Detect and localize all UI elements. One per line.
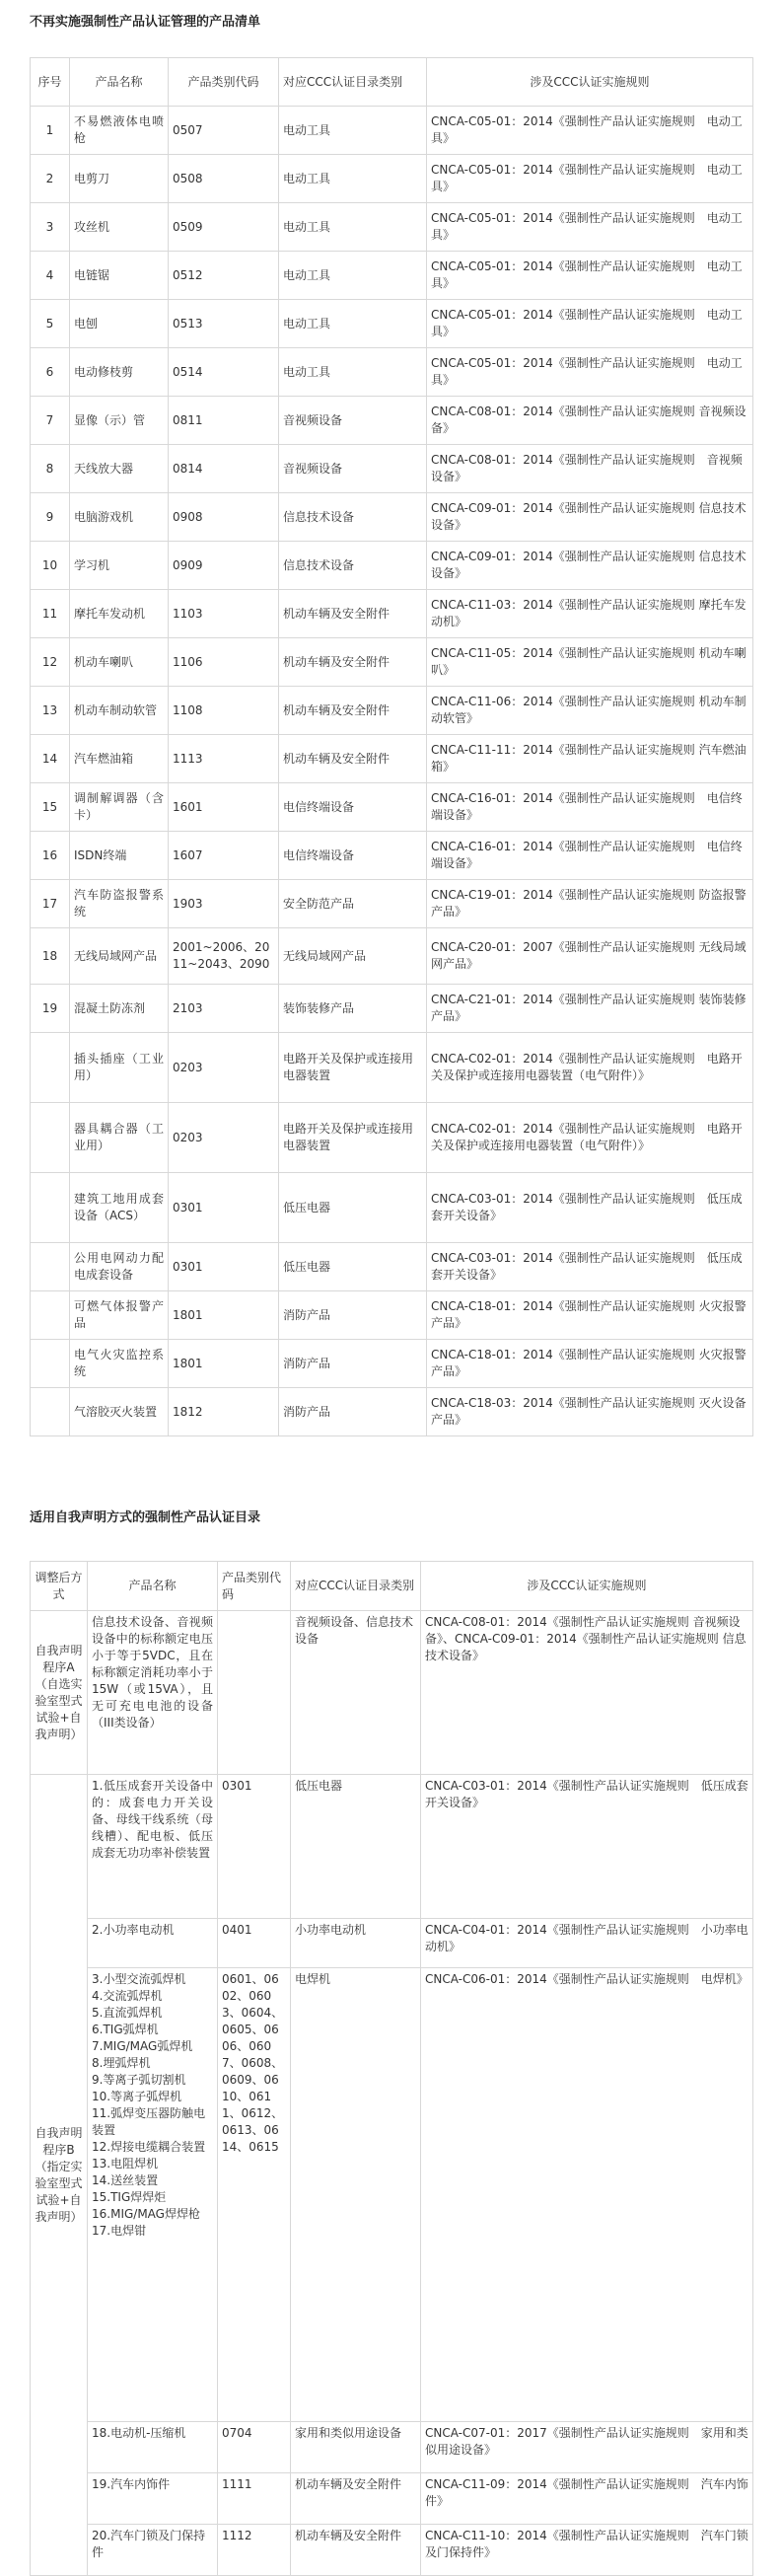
table-row: [31, 687, 753, 735]
welder-list-item: 8.埋弧焊机: [92, 2056, 151, 2070]
row-no-cell: 9: [31, 493, 70, 542]
program-b-cell: 自我声明程序B（指定实验室型式试验+自我声明）: [31, 1775, 88, 2576]
row-no-cell: 11: [31, 590, 70, 638]
product-code-cell: 0301: [169, 1173, 279, 1243]
section1-title: 不再实施强制性产品认证管理的产品清单: [30, 15, 261, 30]
product-code-cell: [218, 1611, 291, 1775]
category-cell: 消防产品: [279, 1291, 427, 1340]
table-row: [31, 1340, 753, 1388]
rule-cell: CNCA-C11-10：2014《强制性产品认证实施规则 汽车门锁及门保持件》: [421, 2525, 753, 2576]
category-cell: 机动车辆及安全附件: [279, 590, 427, 638]
product-code-cell: 1903: [169, 880, 279, 928]
category-cell: 信息技术设备: [279, 542, 427, 590]
product-code-cell: 0507: [169, 107, 279, 155]
product-code-cell: 0704: [218, 2422, 291, 2473]
rule-cell: CNCA-C20-01：2007《强制性产品认证实施规则 无线局域网产品》: [427, 928, 753, 985]
rule-cell: CNCA-C08-01：2014《强制性产品认证实施规则 音视频设备》、CNCA-C09-01：2014《强制性产品认证实施规则 信息技术设备》: [421, 1611, 753, 1775]
header-code: 产品类别代码: [169, 58, 279, 107]
rule-cell: CNCA-C21-01：2014《强制性产品认证实施规则 装饰装修产品》: [427, 985, 753, 1033]
product-name-cell: 汽车燃油箱: [70, 735, 169, 783]
product-name-cell: 攻丝机: [70, 203, 169, 252]
category-cell: 机动车辆及安全附件: [279, 687, 427, 735]
rule-cell: CNCA-C16-01：2014《强制性产品认证实施规则 电信终端设备》: [427, 832, 753, 880]
rule-cell: CNCA-C18-03：2014《强制性产品认证实施规则 灭火设备产品》: [427, 1388, 753, 1436]
product-code-cell: 0203: [169, 1033, 279, 1103]
header-code: 产品类别代码: [218, 1562, 291, 1611]
welder-list-item: 10.等离子弧焊机: [92, 2090, 182, 2103]
category-cell: 电信终端设备: [279, 832, 427, 880]
product-name-cell: 器具耦合器（工业用）: [70, 1103, 169, 1173]
header-mode: 调整后方式: [31, 1562, 88, 1611]
rule-cell: CNCA-C09-01：2014《强制性产品认证实施规则 信息技术设备》: [427, 542, 753, 590]
rule-cell: CNCA-C18-01：2014《强制性产品认证实施规则 火灾报警产品》: [427, 1340, 753, 1388]
product-name-cell: 电动修枝剪: [70, 348, 169, 397]
table-row: [31, 1968, 753, 2422]
rule-cell: CNCA-C09-01：2014《强制性产品认证实施规则 信息技术设备》: [427, 493, 753, 542]
category-cell: 音视频设备: [279, 397, 427, 445]
product-code-cell: 2001~2006、2011~2043、2090: [169, 928, 279, 985]
table-row: [31, 1033, 753, 1103]
category-cell: 电路开关及保护或连接用电器装置: [279, 1033, 427, 1103]
rule-cell: CNCA-C05-01：2014《强制性产品认证实施规则 电动工具》: [427, 155, 753, 203]
row-no-cell: 3: [31, 203, 70, 252]
rule-cell: CNCA-C11-06：2014《强制性产品认证实施规则 机动车制动软管》: [427, 687, 753, 735]
category-cell: 低压电器: [291, 1775, 421, 1919]
product-code-cell: 1607: [169, 832, 279, 880]
category-cell: 信息技术设备: [279, 493, 427, 542]
rule-cell: CNCA-C05-01：2014《强制性产品认证实施规则 电动工具》: [427, 348, 753, 397]
header-category: 对应CCC认证目录类别: [291, 1562, 421, 1611]
category-cell: 装饰装修产品: [279, 985, 427, 1033]
product-name-cell: 公用电网动力配电成套设备: [70, 1243, 169, 1291]
product-code-cell: 0601、0602、0603、0604、0605、0606、0607、0608、0609、0610、0611、0612、0613、0614、0615: [218, 1968, 291, 2422]
welder-list-item: 7.MIG/MAG弧焊机: [92, 2039, 193, 2053]
rule-cell: CNCA-C11-11：2014《强制性产品认证实施规则 汽车燃油箱》: [427, 735, 753, 783]
table-row: [31, 203, 753, 252]
welder-list-item: 5.直流弧焊机: [92, 2006, 163, 2020]
row-no-cell: 4: [31, 252, 70, 300]
product-code-cell: 0514: [169, 348, 279, 397]
header-name: 产品名称: [88, 1562, 218, 1611]
product-code-cell: 0401: [218, 1919, 291, 1968]
category-cell: 电焊机: [291, 1968, 421, 2422]
row-no-cell: 7: [31, 397, 70, 445]
table-row: [31, 1291, 753, 1340]
row-no-cell: 1: [31, 107, 70, 155]
rule-cell: CNCA-C06-01：2014《强制性产品认证实施规则 电焊机》: [421, 1968, 753, 2422]
rule-cell: CNCA-C05-01：2014《强制性产品认证实施规则 电动工具》: [427, 107, 753, 155]
rule-cell: CNCA-C03-01：2014《强制性产品认证实施规则 低压成套开关设备》: [427, 1173, 753, 1243]
product-name-cell: 电脑游戏机: [70, 493, 169, 542]
row-no-cell: [31, 1340, 70, 1388]
product-name-cell: 20.汽车门锁及门保持件: [88, 2525, 218, 2576]
welder-list-item: 14.送丝装置: [92, 2173, 159, 2187]
product-name-cell: 18.电动机-压缩机: [88, 2422, 218, 2473]
rule-cell: CNCA-C04-01：2014《强制性产品认证实施规则 小功率电动机》: [421, 1919, 753, 1968]
category-cell: 机动车辆及安全附件: [279, 638, 427, 687]
product-code-cell: 1113: [169, 735, 279, 783]
welder-list-item: 16.MIG/MAG焊焊枪: [92, 2207, 200, 2221]
header-rule: 涉及CCC认证实施规则: [421, 1562, 753, 1611]
category-cell: 机动车辆及安全附件: [291, 2473, 421, 2525]
table-row: [31, 638, 753, 687]
product-name-cell: 信息技术设备、音视频设备中的标称额定电压小于等于5VDC，且在标称额定消耗功率小于15W（或15VA），且无可充电电池的设备（III类设备）: [88, 1611, 218, 1775]
product-code-cell: 0203: [169, 1103, 279, 1173]
row-no-cell: [31, 1103, 70, 1173]
header-category: 对应CCC认证目录类别: [279, 58, 427, 107]
category-cell: 电动工具: [279, 300, 427, 348]
table-row: [31, 735, 753, 783]
rule-cell: CNCA-C02-01：2014《强制性产品认证实施规则 电路开关及保护或连接用电器装置（电气附件）》: [427, 1103, 753, 1173]
row-no-cell: 5: [31, 300, 70, 348]
product-code-cell: 0513: [169, 300, 279, 348]
table-header-row: [31, 1562, 753, 1611]
product-name-cell: 汽车防盗报警系统: [70, 880, 169, 928]
welder-list-item: 6.TIG弧焊机: [92, 2023, 159, 2036]
header-name: 产品名称: [70, 58, 169, 107]
table-row: [31, 1103, 753, 1173]
product-code-cell: 0301: [169, 1243, 279, 1291]
category-cell: 家用和类似用途设备: [291, 2422, 421, 2473]
row-no-cell: [31, 1291, 70, 1340]
category-cell: 低压电器: [279, 1173, 427, 1243]
self-declaration-table-body: [31, 1562, 753, 2576]
table-row: [31, 493, 753, 542]
table-row: [31, 107, 753, 155]
product-name-cell: 学习机: [70, 542, 169, 590]
welder-list-item: 4.交流弧焊机: [92, 1989, 163, 2003]
self-declaration-table: [30, 1561, 753, 2576]
product-code-cell: 0908: [169, 493, 279, 542]
table-row: [31, 348, 753, 397]
category-cell: 消防产品: [279, 1340, 427, 1388]
product-name-cell: 插头插座（工业用）: [70, 1033, 169, 1103]
product-name-cell: 天线放大器: [70, 445, 169, 493]
category-cell: 电信终端设备: [279, 783, 427, 832]
table-row: [31, 832, 753, 880]
non-ccc-product-table: [30, 57, 753, 1436]
product-code-cell: 0301: [218, 1775, 291, 1919]
product-name-cell: 可燃气体报警产品: [70, 1291, 169, 1340]
rule-cell: CNCA-C02-01：2014《强制性产品认证实施规则 电路开关及保护或连接用电器装置（电气附件）》: [427, 1033, 753, 1103]
product-code-cell: 0814: [169, 445, 279, 493]
product-code-cell: 1103: [169, 590, 279, 638]
rule-cell: CNCA-C11-03：2014《强制性产品认证实施规则 摩托车发动机》: [427, 590, 753, 638]
rule-cell: CNCA-C18-01：2014《强制性产品认证实施规则 火灾报警产品》: [427, 1291, 753, 1340]
table-row: [31, 2525, 753, 2576]
table-row: [31, 2422, 753, 2473]
rule-cell: CNCA-C11-09：2014《强制性产品认证实施规则 汽车内饰件》: [421, 2473, 753, 2525]
product-name-cell: 电链锯: [70, 252, 169, 300]
table-row: [31, 783, 753, 832]
product-code-cell: 1111: [218, 2473, 291, 2525]
row-no-cell: 17: [31, 880, 70, 928]
product-code-cell: 1812: [169, 1388, 279, 1436]
table-row: [31, 1388, 753, 1436]
row-no-cell: [31, 1173, 70, 1243]
rule-cell: CNCA-C07-01：2017《强制性产品认证实施规则 家用和类似用途设备》: [421, 2422, 753, 2473]
category-cell: 机动车辆及安全附件: [279, 735, 427, 783]
table-row: [31, 928, 753, 985]
product-code-cell: 0811: [169, 397, 279, 445]
product-name-cell: 19.汽车内饰件: [88, 2473, 218, 2525]
welder-list-item: 9.等离子弧切割机: [92, 2073, 186, 2087]
rule-cell: CNCA-C08-01：2014《强制性产品认证实施规则 音视频设备》: [427, 445, 753, 493]
table-row: [31, 542, 753, 590]
category-cell: 音视频设备、信息技术设备: [291, 1611, 421, 1775]
table-row: [31, 1775, 753, 1919]
rule-cell: CNCA-C03-01：2014《强制性产品认证实施规则 低压成套开关设备》: [427, 1243, 753, 1291]
welder-list-item: 11.弧焊变压器防触电装置: [92, 2106, 206, 2137]
product-name-cell: 无线局域网产品: [70, 928, 169, 985]
rule-cell: CNCA-C03-01：2014《强制性产品认证实施规则 低压成套开关设备》: [421, 1775, 753, 1919]
product-name-cell: 摩托车发动机: [70, 590, 169, 638]
table-row: [31, 1243, 753, 1291]
header-rule: 涉及CCC认证实施规则: [427, 58, 753, 107]
table-row: [31, 300, 753, 348]
row-no-cell: 12: [31, 638, 70, 687]
product-name-cell: 混凝土防冻剂: [70, 985, 169, 1033]
table-row: [31, 590, 753, 638]
row-no-cell: [31, 1243, 70, 1291]
product-name-cell: 不易燃液体电喷枪: [70, 107, 169, 155]
category-cell: 电路开关及保护或连接用电器装置: [279, 1103, 427, 1173]
category-cell: 无线局域网产品: [279, 928, 427, 985]
row-no-cell: 6: [31, 348, 70, 397]
product-code-cell: 0508: [169, 155, 279, 203]
row-no-cell: 14: [31, 735, 70, 783]
product-code-cell: 0512: [169, 252, 279, 300]
product-name-cell: 机动车喇叭: [70, 638, 169, 687]
category-cell: 安全防范产品: [279, 880, 427, 928]
category-cell: 消防产品: [279, 1388, 427, 1436]
product-name-cell: 电气火灾监控系统: [70, 1340, 169, 1388]
category-cell: 小功率电动机: [291, 1919, 421, 1968]
welder-list-item: 3.小型交流弧焊机: [92, 1972, 186, 1986]
category-cell: 电动工具: [279, 107, 427, 155]
product-name-cell: 气溶胶灭火装置: [70, 1388, 169, 1436]
welder-list-item: 12.焊接电缆耦合装置: [92, 2140, 206, 2154]
table-row: [31, 2473, 753, 2525]
category-cell: 电动工具: [279, 252, 427, 300]
table-row: [31, 252, 753, 300]
product-code-cell: 1108: [169, 687, 279, 735]
product-name-cell: 建筑工地用成套设备（ACS）: [70, 1173, 169, 1243]
product-code-cell: 2103: [169, 985, 279, 1033]
product-code-cell: 1112: [218, 2525, 291, 2576]
product-name-cell: 机动车制动软管: [70, 687, 169, 735]
welder-list-item: 15.TIG焊焊炬: [92, 2190, 167, 2204]
table-row: [31, 985, 753, 1033]
rule-cell: CNCA-C11-05：2014《强制性产品认证实施规则 机动车喇叭》: [427, 638, 753, 687]
product-code-cell: 1106: [169, 638, 279, 687]
row-no-cell: 13: [31, 687, 70, 735]
product-name-cell: 显像（示）管: [70, 397, 169, 445]
welder-list-cell: [88, 1968, 218, 2422]
product-name-cell: 电刨: [70, 300, 169, 348]
product-name-cell: 调制解调器（含卡）: [70, 783, 169, 832]
product-code-cell: 1801: [169, 1291, 279, 1340]
row-no-cell: 2: [31, 155, 70, 203]
rule-cell: CNCA-C05-01：2014《强制性产品认证实施规则 电动工具》: [427, 252, 753, 300]
table-row: [31, 397, 753, 445]
welder-list-item: 13.电阻焊机: [92, 2157, 159, 2171]
category-cell: 音视频设备: [279, 445, 427, 493]
table-row: [31, 880, 753, 928]
non-ccc-table-body: [31, 58, 753, 1436]
table-row: [31, 155, 753, 203]
product-code-cell: 0909: [169, 542, 279, 590]
rule-cell: CNCA-C16-01：2014《强制性产品认证实施规则 电信终端设备》: [427, 783, 753, 832]
product-name-cell: 电剪刀: [70, 155, 169, 203]
table-row: [31, 445, 753, 493]
product-name-cell: 1.低压成套开关设备中的：成套电力开关设备、母线干线系统（母线槽）、配电板、低压成套无功功率补偿装置: [88, 1775, 218, 1919]
header-no: 序号: [31, 58, 70, 107]
row-no-cell: [31, 1388, 70, 1436]
row-no-cell: 8: [31, 445, 70, 493]
rule-cell: CNCA-C19-01：2014《强制性产品认证实施规则 防盗报警产品》: [427, 880, 753, 928]
category-cell: 电动工具: [279, 155, 427, 203]
table-row: [31, 1919, 753, 1968]
product-code-cell: 0509: [169, 203, 279, 252]
product-code-cell: 1801: [169, 1340, 279, 1388]
welder-list: [92, 1971, 213, 2240]
row-no-cell: 18: [31, 928, 70, 985]
rule-cell: CNCA-C05-01：2014《强制性产品认证实施规则 电动工具》: [427, 203, 753, 252]
section2-title: 适用自我声明方式的强制性产品认证目录: [30, 1510, 261, 1525]
row-no-cell: 16: [31, 832, 70, 880]
program-a-cell: 自我声明程序A（自选实验室型式试验+自我声明）: [31, 1611, 88, 1775]
category-cell: 机动车辆及安全附件: [291, 2525, 421, 2576]
product-name-cell: ISDN终端: [70, 832, 169, 880]
product-name-cell: 2.小功率电动机: [88, 1919, 218, 1968]
row-no-cell: 19: [31, 985, 70, 1033]
table-row: [31, 1611, 753, 1775]
category-cell: 电动工具: [279, 203, 427, 252]
category-cell: 低压电器: [279, 1243, 427, 1291]
table-row: [31, 1173, 753, 1243]
rule-cell: CNCA-C08-01：2014《强制性产品认证实施规则 音视频设备》: [427, 397, 753, 445]
product-code-cell: 1601: [169, 783, 279, 832]
row-no-cell: [31, 1033, 70, 1103]
category-cell: 电动工具: [279, 348, 427, 397]
welder-list-item: 17.电焊钳: [92, 2224, 147, 2238]
table-header-row: [31, 58, 753, 107]
row-no-cell: 15: [31, 783, 70, 832]
row-no-cell: 10: [31, 542, 70, 590]
rule-cell: CNCA-C05-01：2014《强制性产品认证实施规则 电动工具》: [427, 300, 753, 348]
